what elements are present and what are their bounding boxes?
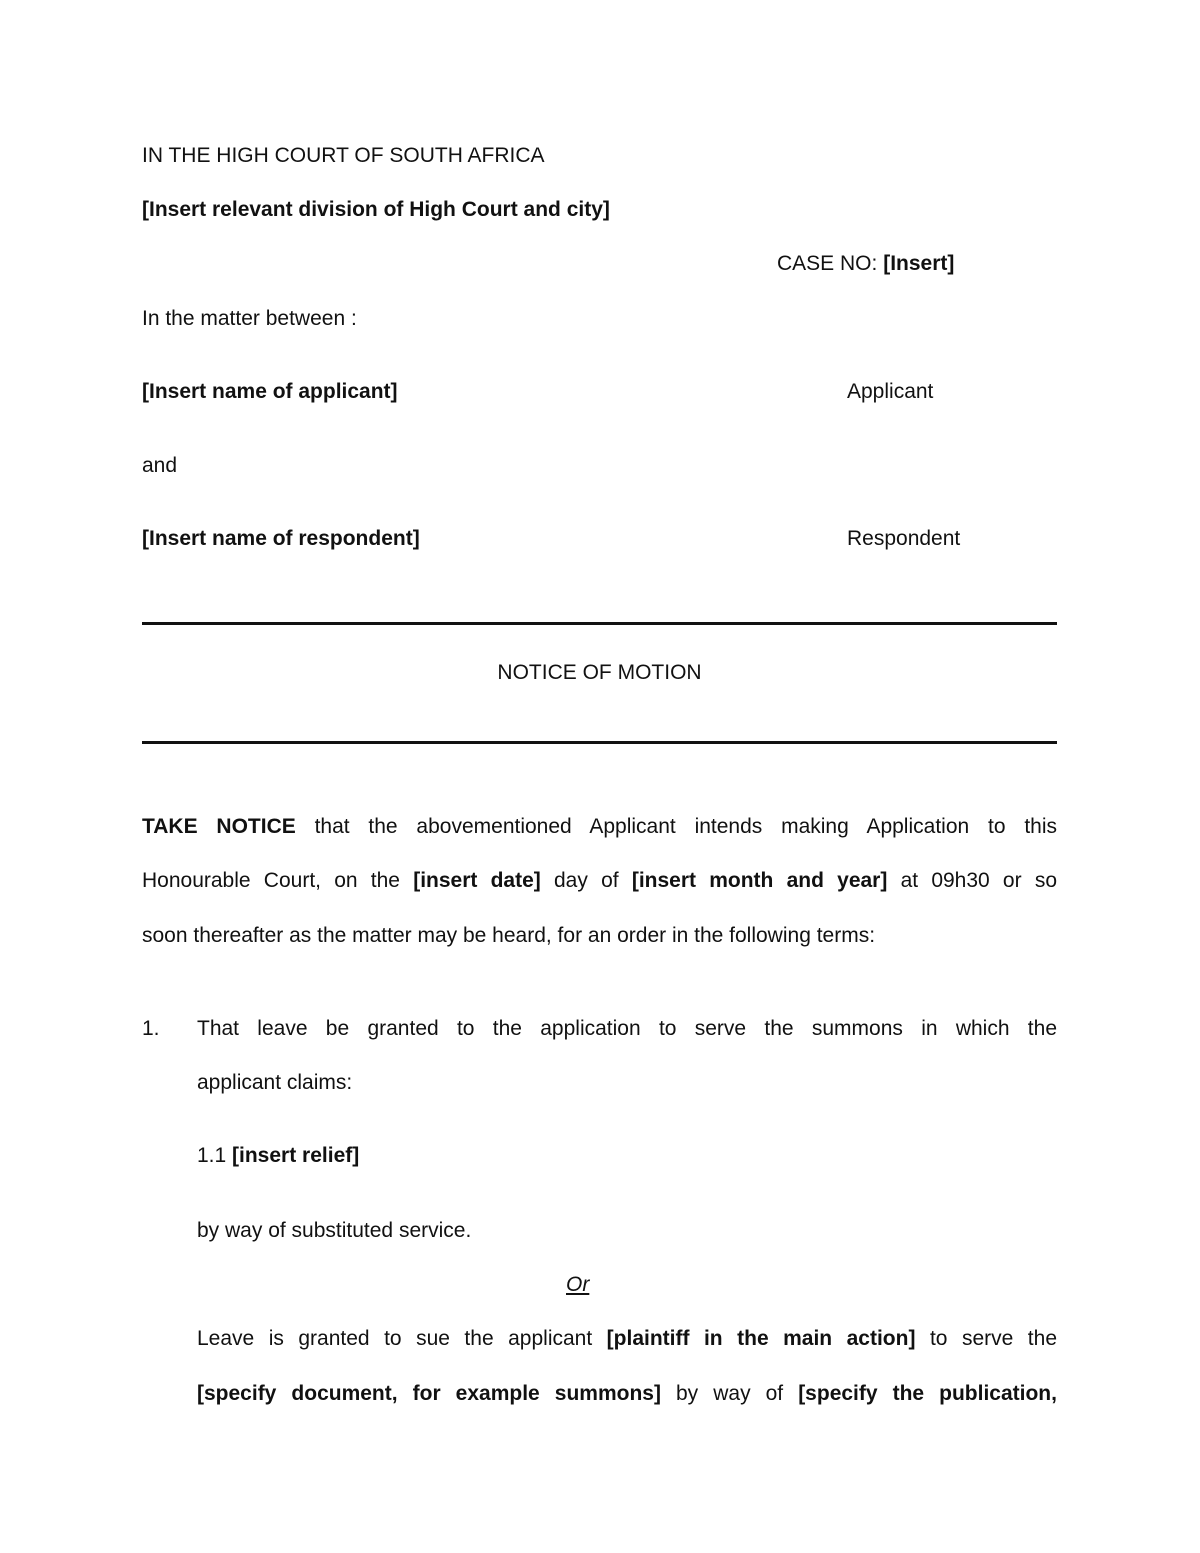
and-text: and <box>142 454 178 477</box>
court-title: IN THE HIGH COURT OF SOUTH AFRICA <box>142 144 545 167</box>
take-notice-text-2: Honourable Court, on the <box>142 869 414 892</box>
document-placeholder: [specify document, for example summons] <box>197 1382 661 1405</box>
applicant-name <box>142 380 398 404</box>
respondent-name-text: [Insert name of respondent] <box>142 527 420 550</box>
relief-placeholder: [insert relief] <box>232 1144 360 1167</box>
item-1-line-1: That leave be granted to the application to serve the summons in which the <box>197 1017 1057 1040</box>
divider-bottom <box>142 741 1057 744</box>
take-notice-line-1 <box>142 815 1057 839</box>
alternative-line-1 <box>197 1327 1057 1351</box>
take-notice-line-2 <box>142 869 1057 893</box>
item-1-line-2: applicant claims: <box>197 1071 353 1094</box>
take-notice-line-3: soon thereafter as the matter may be heard, for an order in the following terms: <box>142 924 876 947</box>
applicant-role: Applicant <box>847 380 934 403</box>
take-notice-text-4: at 09h30 or so <box>887 869 1058 892</box>
case-no-value: [Insert] <box>883 252 955 275</box>
applicant-name-text: [Insert name of applicant] <box>142 380 398 403</box>
item-1-1 <box>197 1144 359 1168</box>
take-notice-text-3: day of <box>540 869 632 892</box>
substituted-service: by way of substituted service. <box>197 1219 472 1242</box>
item-1-1-number: 1.1 <box>197 1144 233 1167</box>
date-placeholder: [insert date] <box>413 869 541 892</box>
alternative-text-3: by way of <box>660 1382 799 1405</box>
take-notice-text-1: that the abovementioned Applicant intends making Application to this <box>295 815 1057 838</box>
plaintiff-placeholder: [plaintiff in the main action] <box>606 1327 916 1350</box>
alternative-text-2: to serve the <box>915 1327 1057 1350</box>
matter-between: In the matter between : <box>142 307 357 330</box>
case-no-label: CASE NO: <box>777 252 884 275</box>
respondent-role: Respondent <box>847 527 961 550</box>
take-notice-lead: TAKE NOTICE <box>142 815 296 838</box>
item-1-number: 1. <box>142 1017 160 1040</box>
case-number <box>777 252 954 276</box>
alternative-text-1: Leave is granted to sue the applicant <box>197 1327 607 1350</box>
respondent-name <box>142 527 420 551</box>
alternative-line-2 <box>197 1382 1057 1406</box>
divider-top <box>142 622 1057 625</box>
court-division <box>142 198 610 222</box>
or-text: Or <box>566 1273 590 1296</box>
notice-title: NOTICE OF MOTION <box>497 661 702 684</box>
division-placeholder: [Insert relevant division of High Court and city] <box>142 198 610 221</box>
month-year-placeholder: [insert month and year] <box>631 869 888 892</box>
publication-placeholder: [specify the publication, <box>798 1382 1057 1405</box>
